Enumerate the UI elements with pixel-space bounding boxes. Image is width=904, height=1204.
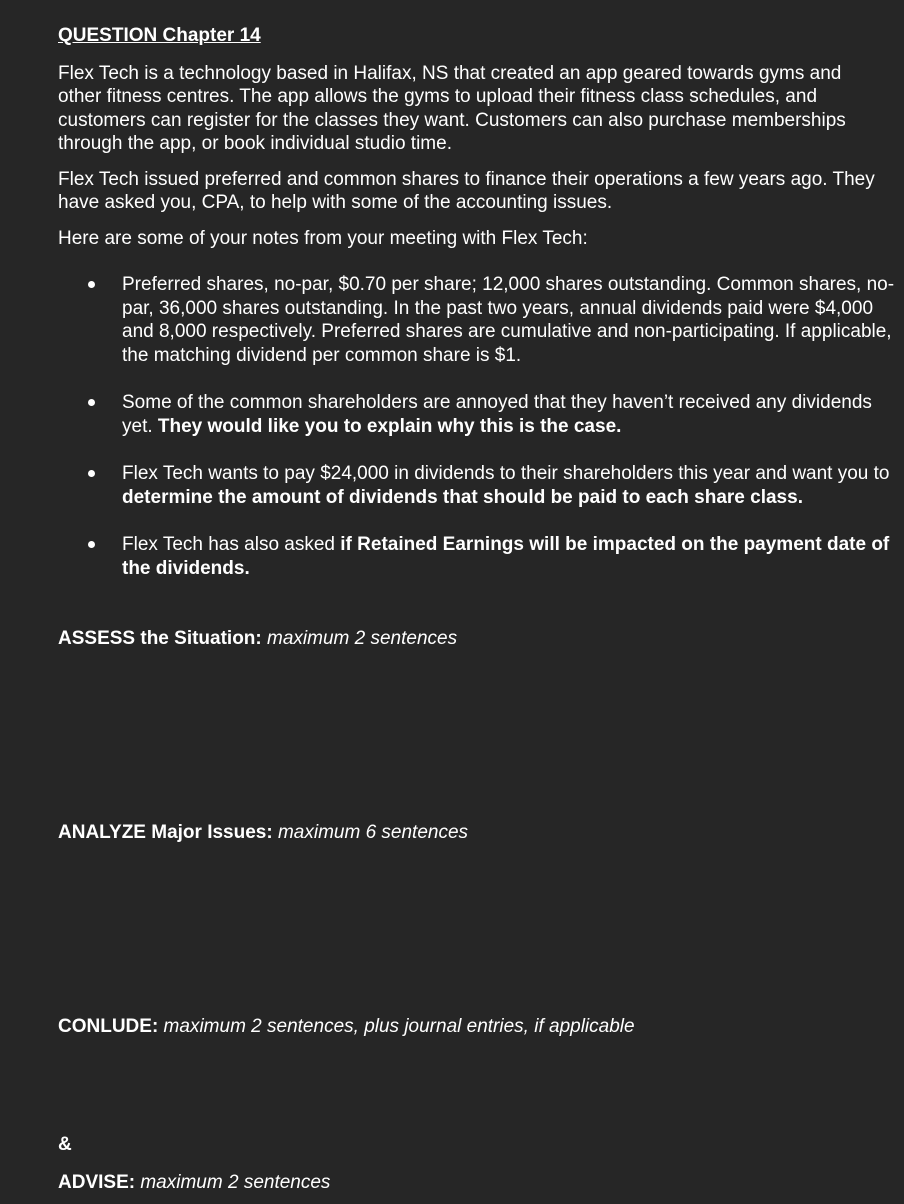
- note-text: Preferred shares, no-par, $0.70 per share; 12,000 shares outstanding. Common shares, no-par, 36,000 shares outstanding. In the past two years, annual dividends paid were $4,000 and 8,000 respectively. Preferred shares are cumulative and non-participating. If applicable, the matching dividend per common share is $1.: [122, 274, 895, 366]
- conclude-section: [58, 1015, 635, 1038]
- analyze-hint: maximum 6 sentences: [272, 822, 469, 843]
- document-body: [58, 24, 904, 604]
- analyze-header: ANALYZE Major Issues:: [58, 822, 273, 843]
- question-title: QUESTION Chapter 14: [58, 25, 261, 46]
- bullet-icon: [88, 470, 95, 477]
- intro-paragraph-2: Flex Tech issued preferred and common shares to finance their operations a few years ago. They have asked you, CPA, to help with some of the accounting issues.: [58, 168, 875, 213]
- list-item: [58, 462, 904, 509]
- note-bold-text: if Retained Earnings will be impacted on the payment date of the dividends.: [122, 534, 890, 579]
- assess-header: ASSESS the Situation:: [58, 628, 262, 649]
- bullet-icon: [88, 399, 95, 406]
- advise-section: [58, 1171, 330, 1194]
- advise-hint: maximum 2 sentences: [135, 1172, 331, 1193]
- list-item: [58, 391, 904, 438]
- note-text: Flex Tech has also asked: [122, 534, 341, 555]
- list-item: [58, 273, 904, 367]
- note-text: Flex Tech wants to pay $24,000 in dividends to their shareholders this year and want you to: [122, 463, 890, 484]
- ampersand-divider: &: [58, 1134, 72, 1155]
- advise-header: ADVISE:: [58, 1172, 136, 1193]
- note-text: Some of the common shareholders are annoyed that they haven’t received any dividends yet.: [122, 392, 872, 437]
- assess-hint: maximum 2 sentences: [261, 628, 458, 649]
- bullet-icon: [88, 541, 95, 548]
- conclude-hint: maximum 2 sentences, plus journal entries, if applicable: [158, 1016, 635, 1037]
- list-item: [58, 533, 904, 580]
- assess-section: [58, 627, 457, 650]
- note-bold-text: determine the amount of dividends that should be paid to each share class.: [122, 486, 803, 508]
- bullet-icon: [88, 281, 95, 288]
- conclude-header: CONLUDE:: [58, 1016, 159, 1037]
- note-bold-text: They would like you to explain why this is the case.: [157, 415, 622, 437]
- intro-paragraph-3: Here are some of your notes from your meeting with Flex Tech:: [58, 227, 588, 249]
- intro-paragraph-1: Flex Tech is a technology based in Halifax, NS that created an app geared towards gyms and other fitness centres. The app allows the gyms to upload their fitness class schedules, and customers can register for the classes they want. Customers can also purchase memberships through the app, or book individual studio time.: [58, 62, 846, 154]
- meeting-notes-list: [58, 273, 904, 580]
- analyze-section: [58, 821, 468, 844]
